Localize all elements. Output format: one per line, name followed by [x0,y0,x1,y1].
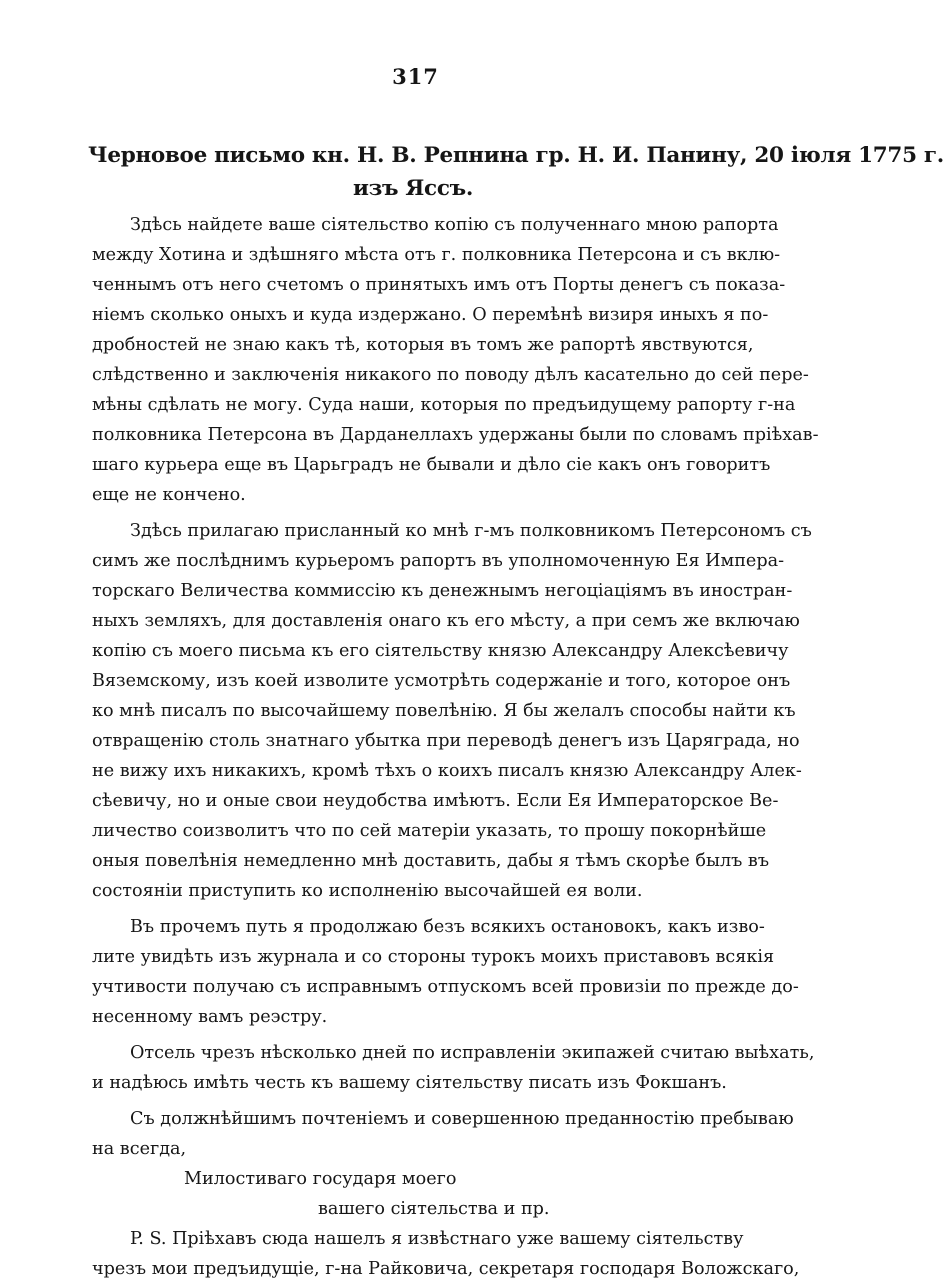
paragraph-1 [92,210,819,510]
text-line: шаго курьера еще въ Царьградъ не бывали и дѣло сіе какъ онъ говоритъ [92,455,771,475]
text-line: торскаго Величества коммиссію къ денежнымъ негоціаціямъ въ иностран- [92,581,793,601]
text-line: ніемъ сколько оныхъ и куда издержано. О перемѣнѣ визиря иныхъ я по- [92,305,769,325]
salutation [92,1164,738,1224]
paragraph-5 [92,1104,794,1164]
text-line: ченнымъ отъ него счетомъ о принятыхъ имъ отъ Порты денегъ съ показа- [92,275,786,295]
salutation-line-2: вашего сіятельства и пр. [318,1199,550,1219]
text-line: учтивости получаю съ исправнымъ отпускомъ всей провизіи по прежде до- [92,977,799,997]
text-line: P. S. Пріѣхавъ сюда нашелъ я извѣстнаго уже вашему сіятельству [130,1229,744,1249]
salutation-line-1: Милостиваго государя моего [184,1169,457,1189]
text-line: оныя повелѣнія немедленно мнѣ доставить, дабы я тѣмъ скорѣе былъ въ [92,851,770,871]
paragraph-3 [92,912,799,1032]
text-line: Отсель чрезъ нѣсколько дней по исправленіи экипажей считаю выѣхать, [130,1043,815,1063]
text-line: полковника Петерсона въ Дарданеллахъ удержаны были по словамъ пріѣхав- [92,425,819,445]
text-line: ныхъ земляхъ, для доставленія онаго къ его мѣсту, а при семъ же включаю [92,611,800,631]
postscript [92,1224,800,1284]
text-line: сѣевичу, но и оные свои неудобства имѣютъ. Если Ея Императорское Ве- [92,791,779,811]
text-line: между Хотина и здѣшняго мѣста отъ г. полковника Петерсона и съ вклю- [92,245,781,265]
text-line: чрезъ мои предъидущіе, г-на Райковича, секретаря господаря Воложскаго, [92,1259,800,1279]
text-line: личество соизволитъ что по сей матеріи указать, то прошу покорнѣйше [92,821,767,841]
text-line: на всегда, [92,1139,187,1159]
text-line: Здѣсь прилагаю присланный ко мнѣ г-мъ полковникомъ Петерсономъ съ [130,521,812,541]
text-line: слѣдственно и заключенія никакого по поводу дѣлъ касательно до сей пере- [92,365,809,385]
text-line: несенному вамъ реэстру. [92,1007,328,1027]
text-line: лите увидѣть изъ журнала и со стороны турокъ моихъ приставовъ всякія [92,947,775,967]
title-line-2: изъ Яссъ. [352,176,474,201]
text-line: Съ должнѣйшимъ почтеніемъ и совершенною преданностію пребываю [130,1109,794,1129]
paragraph-4 [92,1038,815,1098]
text-line: мѣны сдѣлать не могу. Суда наши, которыя по предъидущему рапорту г-на [92,395,796,415]
text-line: отвращенію столь знатнаго убытка при переводѣ денегъ изъ Царяграда, но [92,731,800,751]
text-line: Здѣсь найдете ваше сіятельство копію съ полученнаго мною рапорта [130,215,779,235]
text-line: копію съ моего письма къ его сіятельству князю Александру Алексѣевичу [92,641,789,661]
text-line: Въ прочемъ путь я продолжаю безъ всякихъ остановокъ, какъ изво- [130,917,765,937]
text-line: и надѣюсь имѣть честь къ вашему сіятельству писать изъ Фокшанъ. [92,1073,727,1093]
text-line: состояніи приступить ко исполненію высочайшей ея воли. [92,881,643,901]
title-line-1: Черновое письмо кн. Н. В. Репнина гр. Н. И. Панину, 20 іюля 1775 г. [88,143,944,168]
text-line: дробностей не знаю какъ тѣ, которыя въ томъ же рапортѣ явствуются, [92,335,754,355]
letter-title [88,139,944,205]
text-line: симъ же послѣднимъ курьеромъ рапортъ въ уполномоченную Ея Импера- [92,551,785,571]
letter-body [92,210,819,1284]
text-line: не вижу ихъ никакихъ, кромѣ тѣхъ о коихъ писалъ князю Александру Алек- [92,761,802,781]
text-line: ко мнѣ писалъ по высочайшему повелѣнію. Я бы желалъ способы найти къ [92,701,796,721]
page-number: 317 [392,64,439,89]
text-line: еще не кончено. [92,485,246,505]
text-line: Вяземскому, изъ коей изволите усмотрѣть содержаніе и того, которое онъ [92,671,791,691]
paragraph-2 [92,516,812,906]
